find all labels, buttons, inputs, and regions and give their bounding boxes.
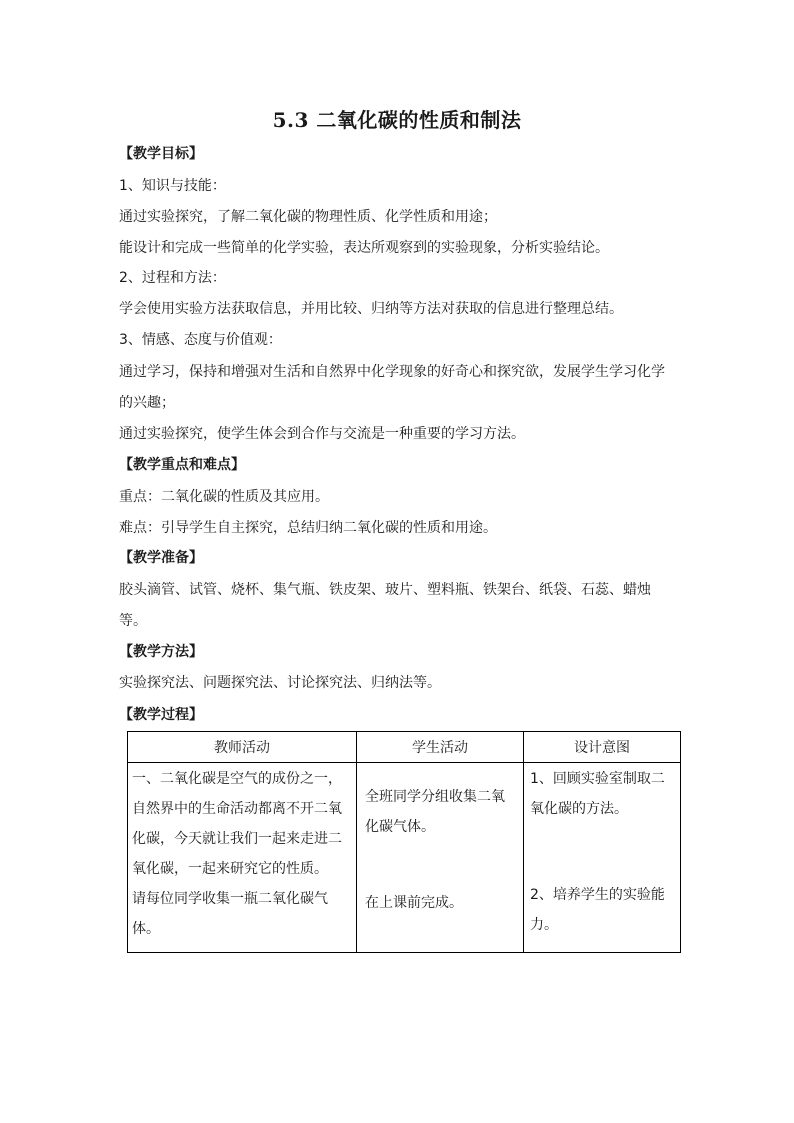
method-heading: 【教学方法】 — [119, 644, 203, 660]
teacher-line: 氧化碳，一起来研究它的性质。 — [132, 861, 328, 877]
student-activity-cell — [357, 763, 524, 953]
objective-1-line-1: 通过实验探究，了解二氧化碳的物理性质、化学性质和用途； — [119, 209, 497, 225]
objectives-heading: 【教学目标】 — [119, 146, 203, 162]
teacher-line: 自然界中的生命活动都离不开二氧 — [132, 801, 342, 817]
objective-1-line-2: 能设计和完成一些简单的化学实验，表达所观察到的实验现象，分析实验结论。 — [119, 240, 609, 256]
objective-1-title: 1、知识与技能： — [119, 178, 226, 194]
preparation-line-2: 等。 — [119, 613, 147, 629]
preparation-line-1: 胶头滴管、试管、烧杯、集气瓶、铁皮架、玻片、塑料瓶、铁架台、纸袋、石蕊、蜡烛 — [119, 582, 651, 598]
intent-line: 2、培养学生的实验能 — [530, 887, 665, 903]
objective-2-line-1: 学会使用实验方法获取信息，并用比较、归纳等方法对获取的信息进行整理总结。 — [119, 301, 623, 317]
table-row — [128, 763, 681, 953]
objective-2-title: 2、过程和方法： — [119, 270, 226, 286]
teacher-activity-cell — [128, 763, 357, 953]
table-header-row — [128, 732, 681, 763]
intent-line: 力。 — [530, 917, 558, 933]
teacher-line: 一、二氧化碳是空气的成份之一， — [132, 771, 342, 787]
objective-3-line-2: 通过实验探究，使学生体会到合作与交流是一种重要的学习方法。 — [119, 426, 525, 442]
student-line: 全班同学分组收集二氧 — [365, 789, 505, 805]
process-heading: 【教学过程】 — [119, 707, 203, 723]
header-design-intent: 设计意图 — [524, 732, 681, 763]
intent-line: 氧化碳的方法。 — [530, 801, 628, 817]
header-student-activity: 学生活动 — [357, 732, 524, 763]
student-line: 在上课前完成。 — [365, 895, 463, 911]
teacher-line: 化碳，今天就让我们一起来走进二 — [132, 831, 342, 847]
key-point: 重点：二氧化碳的性质及其应用。 — [119, 489, 329, 505]
intent-line: 1、回顾实验室制取二 — [530, 771, 665, 787]
design-intent-cell — [524, 763, 681, 953]
objective-3-line-1a: 通过学习，保持和增强对生活和自然界中化学现象的好奇心和探究欲，发展学生学习化学 — [119, 364, 665, 380]
student-line: 化碳气体。 — [365, 819, 435, 835]
teacher-line: 体。 — [132, 921, 160, 937]
objective-3-title: 3、情感、态度与价值观： — [119, 332, 282, 348]
objective-3-line-1b: 的兴趣； — [119, 395, 175, 411]
document-title: 5.3 二氧化碳的性质和制法 — [272, 108, 522, 132]
teacher-line: 请每位同学收集一瓶二氧化碳气 — [132, 891, 328, 907]
teaching-process-table — [127, 731, 681, 953]
header-teacher-activity: 教师活动 — [128, 732, 357, 763]
difficult-point: 难点：引导学生自主探究，总结归纳二氧化碳的性质和用途。 — [119, 520, 497, 536]
key-difficult-heading: 【教学重点和难点】 — [119, 457, 245, 473]
preparation-heading: 【教学准备】 — [119, 550, 203, 566]
method-line: 实验探究法、问题探究法、讨论探究法、归纳法等。 — [119, 675, 441, 691]
